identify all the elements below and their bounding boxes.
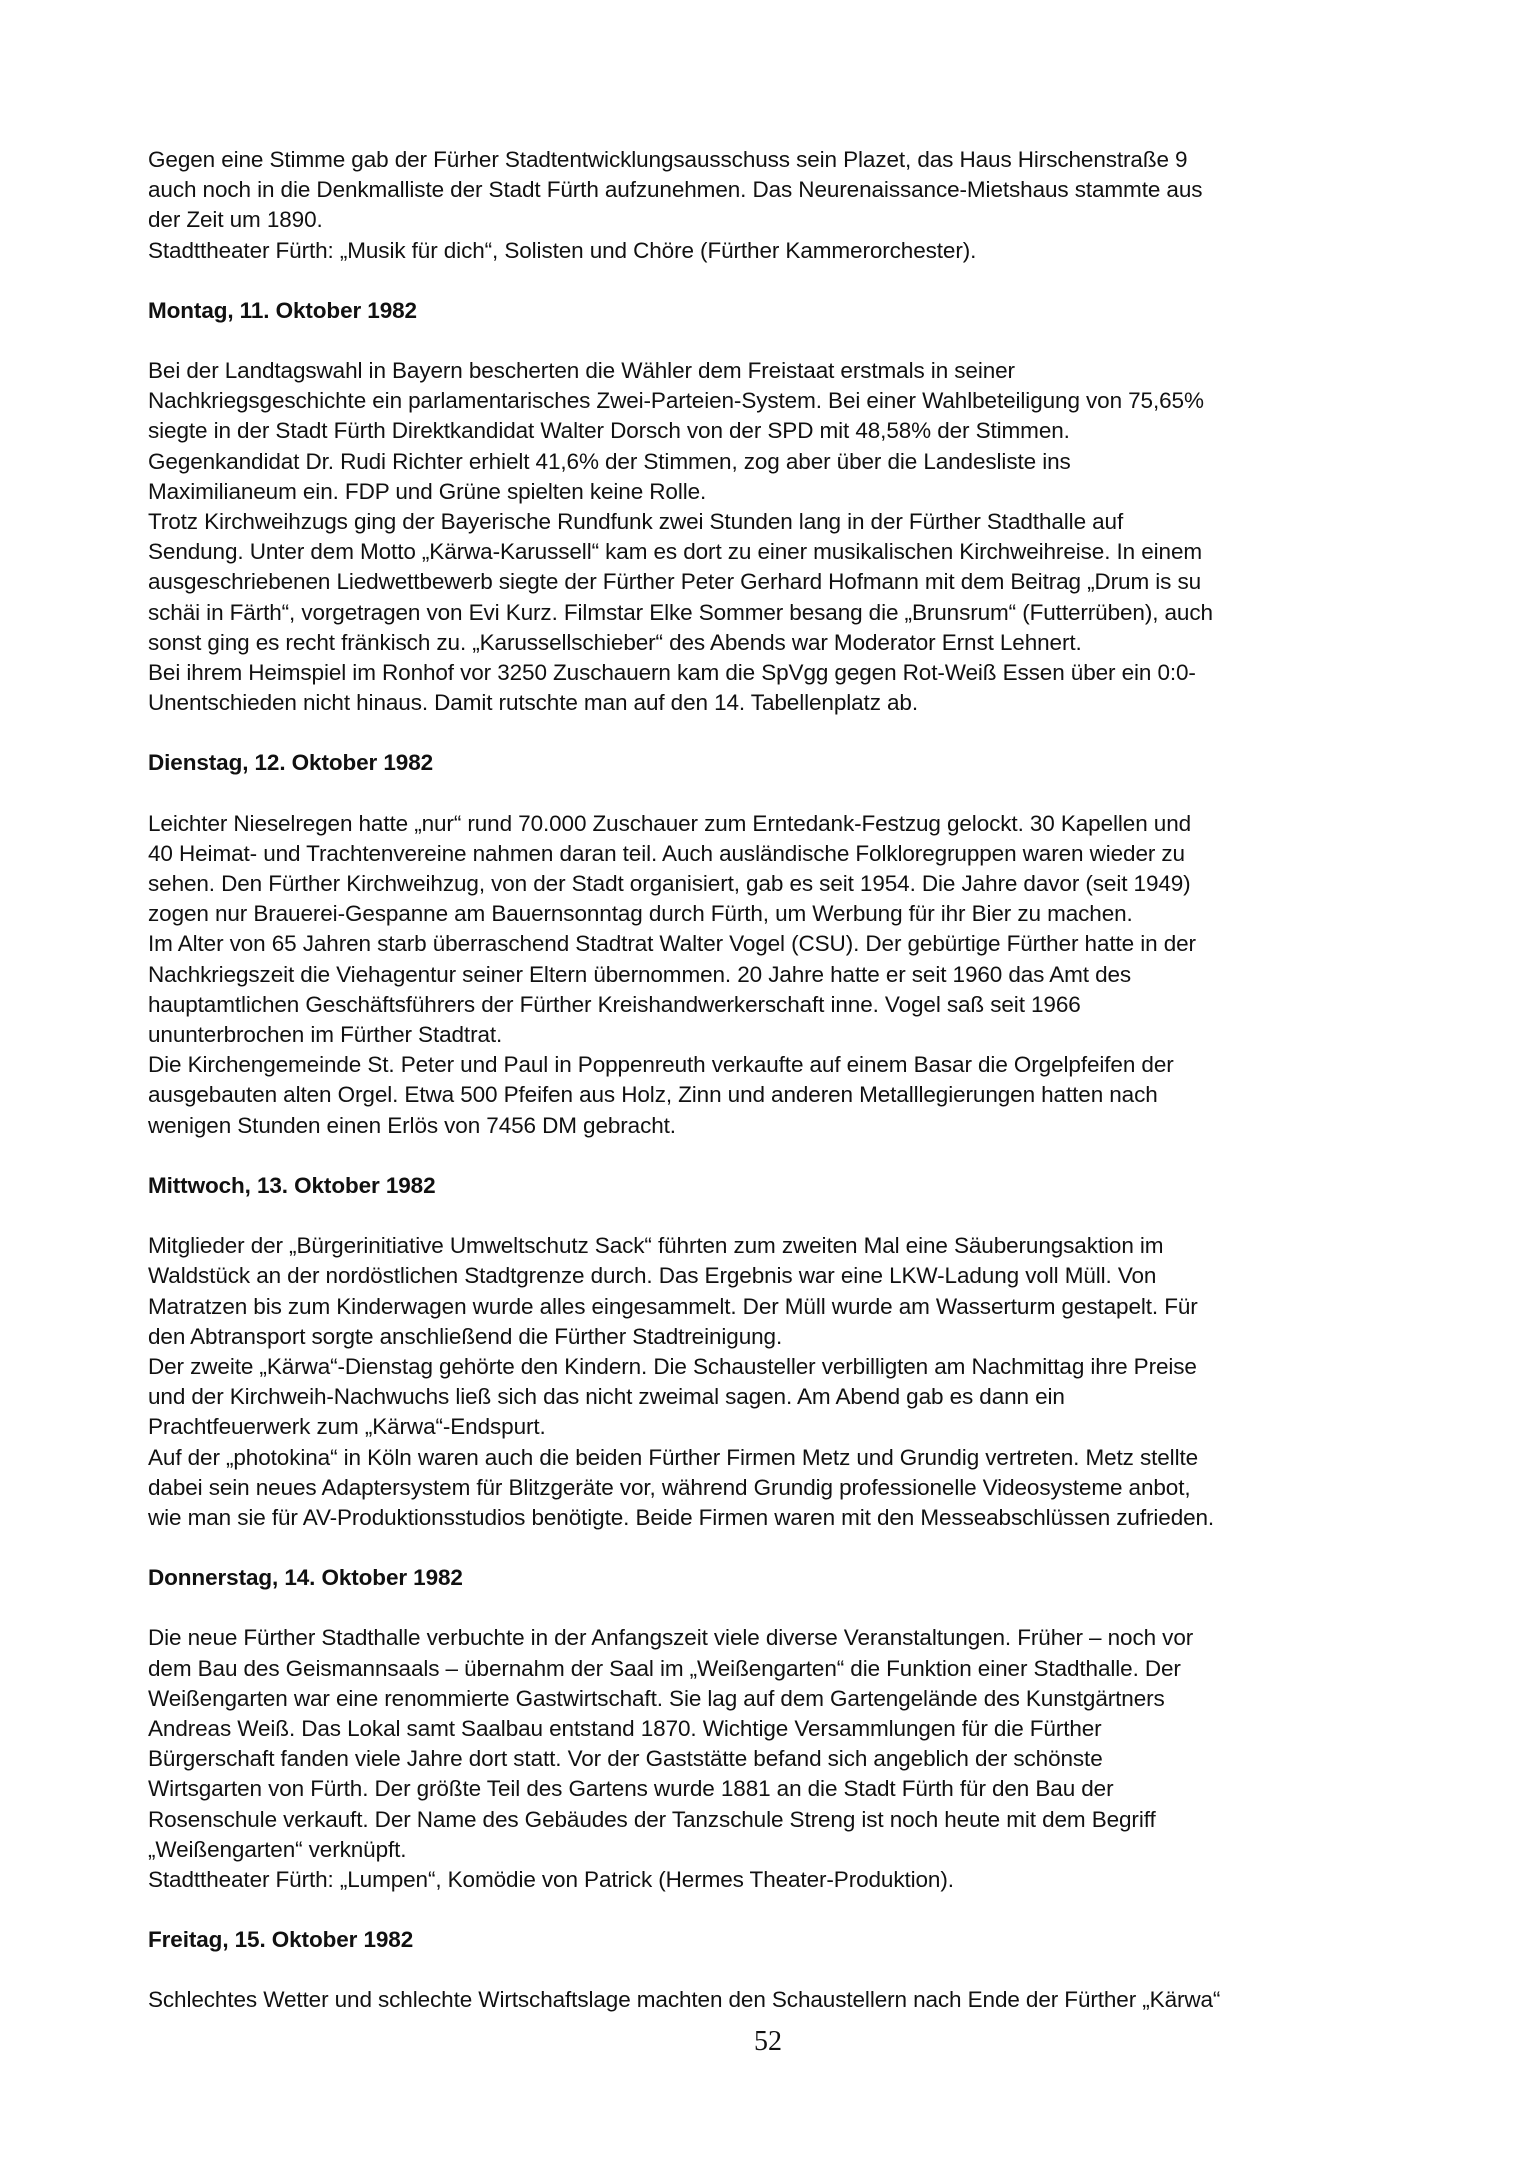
- text-line: Die Kirchengemeinde St. Peter und Paul in Poppenreuth verkaufte auf einem Basar die Orgelpfeifen der: [148, 1052, 1174, 1078]
- text-line: Maximilianeum ein. FDP und Grüne spielten keine Rolle.: [148, 478, 707, 504]
- text-line: Bei ihrem Heimspiel im Ronhof vor 3250 Zuschauern kam die SpVgg gegen Rot-Weiß Essen über ein 0:0-: [148, 660, 1196, 686]
- text-line: den Abtransport sorgte anschließend die Fürther Stadtreinigung.: [148, 1323, 783, 1349]
- text-line: Weißengarten war eine renommierte Gastwirtschaft. Sie lag auf dem Gartengelände des Kunstgärtners: [148, 1685, 1165, 1711]
- text-line: Matratzen bis zum Kinderwagen wurde alles eingesammelt. Der Müll wurde am Wasserturm gestapelt. Für: [148, 1293, 1198, 1319]
- section-heading-freitag: Freitag, 15. Oktober 1982: [148, 1927, 414, 1953]
- text-line: wie man sie für AV-Produktionsstudios benötigte. Beide Firmen waren mit den Messeabschlüssen zufrieden.: [148, 1504, 1215, 1530]
- text-line: „Weißengarten“ verknüpft.: [148, 1836, 407, 1862]
- text-line: Auf der „photokina“ in Köln waren auch die beiden Fürther Firmen Metz und Grundig vertreten. Metz stellte: [148, 1444, 1199, 1470]
- text-line: Trotz Kirchweihzugs ging der Bayerische Rundfunk zwei Stunden lang in der Fürther Stadthalle auf: [148, 509, 1124, 535]
- text-line: Der zweite „Kärwa“-Dienstag gehörte den Kindern. Die Schausteller verbilligten am Nachmittag ihre Preise: [148, 1353, 1197, 1379]
- text-line: Stadttheater Fürth: „Musik für dich“, Solisten und Chöre (Fürther Kammerorchester).: [148, 237, 977, 263]
- text-line: dem Bau des Geismannsaals – übernahm der Saal im „Weißengarten“ die Funktion einer Stadthalle. Der: [148, 1655, 1181, 1681]
- text-line: siegte in der Stadt Fürth Direktkandidat Walter Dorsch von der SPD mit 48,58% der Stimmen.: [148, 418, 1070, 444]
- intro-paragraph: [148, 145, 1400, 266]
- text-line: Leichter Nieselregen hatte „nur“ rund 70.000 Zuschauer zum Erntedank-Festzug gelockt. 30 Kapellen und: [148, 810, 1192, 836]
- text-line: ununterbrochen im Fürther Stadtrat.: [148, 1022, 503, 1048]
- section-body-montag: [148, 356, 1400, 718]
- text-line: dabei sein neues Adaptersystem für Blitzgeräte vor, während Grundig professionelle Videosysteme anbot,: [148, 1474, 1191, 1500]
- text-line: Im Alter von 65 Jahren starb überraschend Stadtrat Walter Vogel (CSU). Der gebürtige Fürther hatte in der: [148, 931, 1196, 957]
- text-line: Wirtsgarten von Fürth. Der größte Teil des Gartens wurde 1881 an die Stadt Fürth für den Bau der: [148, 1776, 1114, 1802]
- page-number: 52: [754, 2026, 782, 2057]
- text-line: Rosenschule verkauft. Der Name des Gebäudes der Tanzschule Streng ist noch heute mit dem Begriff: [148, 1806, 1156, 1832]
- text-line: Stadttheater Fürth: „Lumpen“, Komödie von Patrick (Hermes Theater-Produktion).: [148, 1866, 954, 1892]
- section-body-donnerstag: [148, 1623, 1400, 1895]
- text-line: hauptamtlichen Geschäftsführers der Fürther Kreishandwerkerschaft inne. Vogel saß seit 1966: [148, 991, 1081, 1017]
- text-line: zogen nur Brauerei-Gespanne am Bauernsonntag durch Fürth, um Werbung für ihr Bier zu machen.: [148, 901, 1133, 927]
- text-line: auch noch in die Denkmalliste der Stadt Fürth aufzunehmen. Das Neurenaissance-Mietshaus stammte aus: [148, 177, 1203, 203]
- text-line: Nachkriegszeit die Viehagentur seiner Eltern übernommen. 20 Jahre hatte er seit 1960 das Amt des: [148, 961, 1132, 987]
- section-heading-dienstag: Dienstag, 12. Oktober 1982: [148, 750, 434, 776]
- text-line: und der Kirchweih-Nachwuchs ließ sich das nicht zweimal sagen. Am Abend gab es dann ein: [148, 1384, 1065, 1410]
- text-line: der Zeit um 1890.: [148, 207, 323, 233]
- text-line: Gegenkandidat Dr. Rudi Richter erhielt 41,6% der Stimmen, zog aber über die Landesliste ins: [148, 448, 1071, 474]
- section-body-mittwoch: [148, 1231, 1400, 1533]
- text-line: 40 Heimat- und Trachtenvereine nahmen daran teil. Auch ausländische Folkloregruppen waren wieder zu: [148, 840, 1185, 866]
- text-line: Mitglieder der „Bürgerinitiative Umweltschutz Sack“ führten zum zweiten Mal eine Säuberungsaktion im: [148, 1233, 1164, 1259]
- text-line: Bei der Landtagswahl in Bayern bescherten die Wähler dem Freistaat erstmals in seiner: [148, 358, 1015, 384]
- text-line: Andreas Weiß. Das Lokal samt Saalbau entstand 1870. Wichtige Versammlungen für die Fürther: [148, 1715, 1102, 1741]
- section-body-freitag: [148, 1985, 1400, 2015]
- section-heading-montag: Montag, 11. Oktober 1982: [148, 297, 417, 323]
- text-line: Nachkriegsgeschichte ein parlamentarisches Zwei-Parteien-System. Bei einer Wahlbeteiligung von 75,65%: [148, 388, 1204, 414]
- text-line: Bürgerschaft fanden viele Jahre dort statt. Vor der Gaststätte befand sich angeblich der schönste: [148, 1746, 1103, 1772]
- text-line: wenigen Stunden einen Erlös von 7456 DM gebracht.: [148, 1112, 676, 1138]
- document-page: [148, 145, 1400, 2016]
- text-line: Gegen eine Stimme gab der Fürher Stadtentwicklungsausschuss sein Plazet, das Haus Hirschenstraße 9: [148, 147, 1188, 172]
- text-line: Prachtfeuerwerk zum „Kärwa“-Endspurt.: [148, 1414, 546, 1440]
- text-line: Schlechtes Wetter und schlechte Wirtschaftslage machten den Schaustellern nach Ende der Fürther „Kärwa“: [148, 1987, 1221, 2013]
- text-line: Waldstück an der nordöstlichen Stadtgrenze durch. Das Ergebnis war eine LKW-Ladung voll Müll. Von: [148, 1263, 1157, 1289]
- text-line: Die neue Fürther Stadthalle verbuchte in der Anfangszeit viele diverse Veranstaltungen. Früher – noch vor: [148, 1625, 1194, 1651]
- text-line: ausgeschriebenen Liedwettbewerb siegte der Fürther Peter Gerhard Hofmann mit dem Beitrag „Drum is su: [148, 569, 1202, 595]
- text-line: Unentschieden nicht hinaus. Damit rutschte man auf den 14. Tabellenplatz ab.: [148, 690, 918, 716]
- text-line: ausgebauten alten Orgel. Etwa 500 Pfeifen aus Holz, Zinn und anderen Metalllegierungen hatten nach: [148, 1082, 1158, 1108]
- text-line: sonst ging es recht fränkisch zu. „Karussellschieber“ des Abends war Moderator Ernst Lehnert.: [148, 629, 1082, 655]
- section-heading-donnerstag: Donnerstag, 14. Oktober 1982: [148, 1565, 463, 1591]
- section-body-dienstag: [148, 809, 1400, 1141]
- text-line: Sendung. Unter dem Motto „Kärwa-Karussell“ kam es dort zu einer musikalischen Kirchweihreise. In einem: [148, 539, 1203, 565]
- section-heading-mittwoch: Mittwoch, 13. Oktober 1982: [148, 1172, 436, 1198]
- text-line: sehen. Den Fürther Kirchweihzug, von der Stadt organisiert, gab es seit 1954. Die Jahre davor (seit 1949): [148, 871, 1191, 897]
- text-line: schäi in Färth“, vorgetragen von Evi Kurz. Filmstar Elke Sommer besang die „Brunsrum“ (Futterrüben), auch: [148, 599, 1213, 625]
